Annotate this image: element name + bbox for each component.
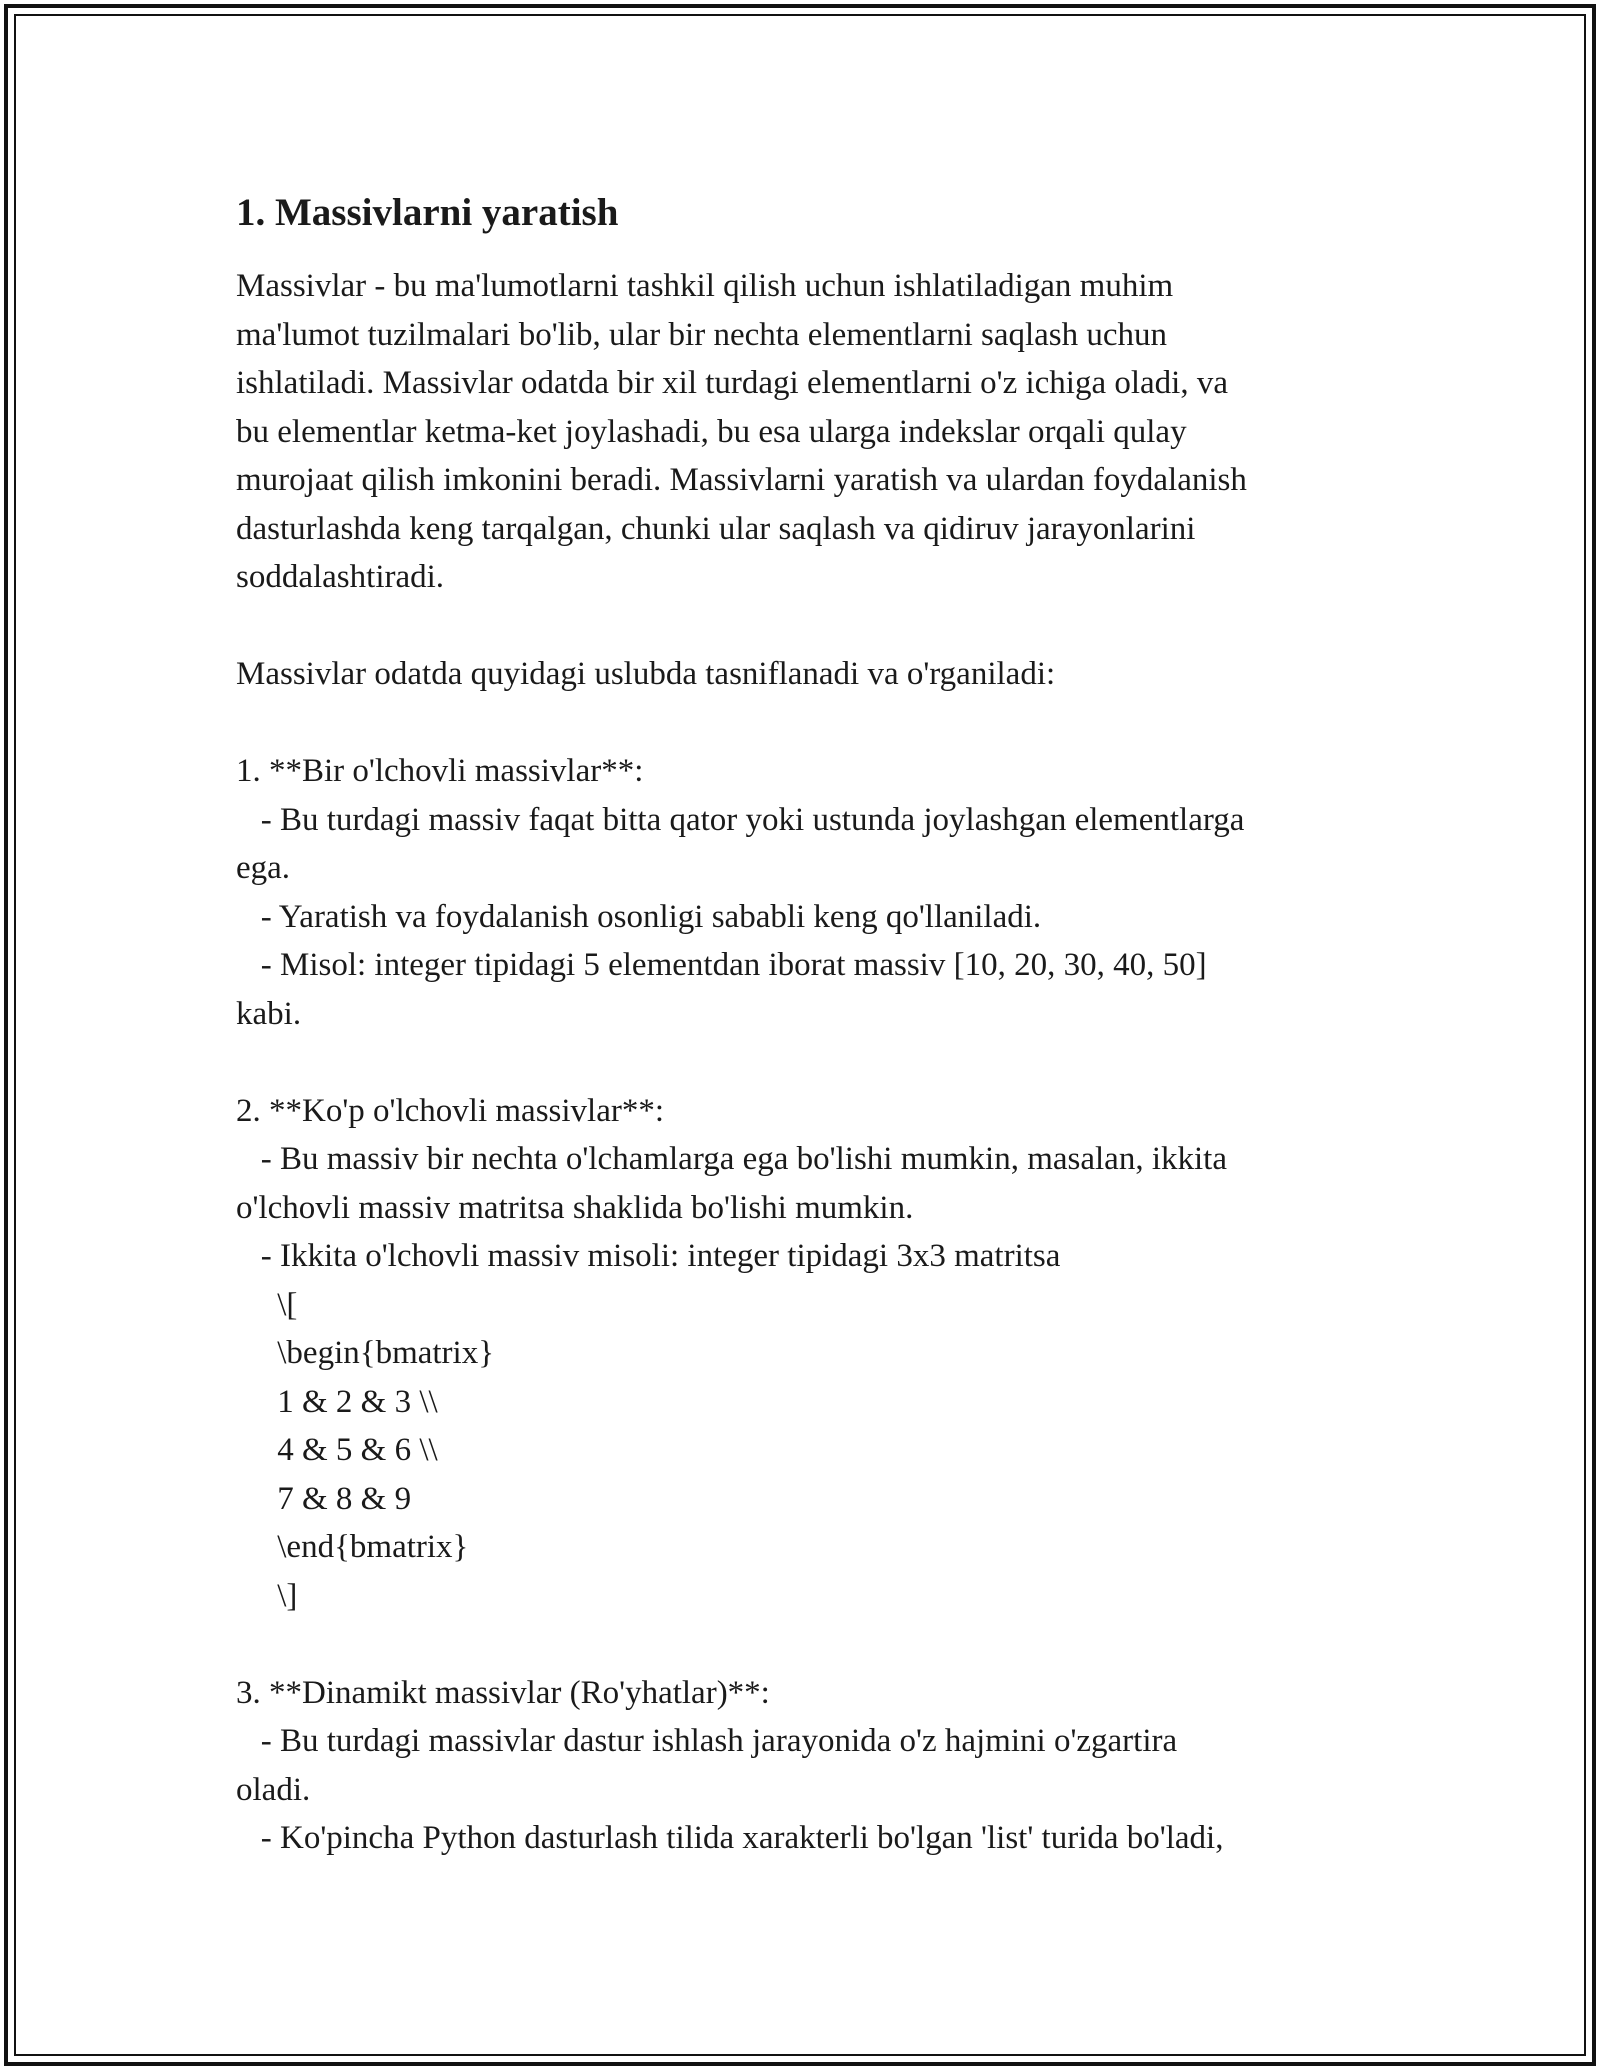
intro-line: bu elementlar ketma-ket joylashadi, bu esa ularga indekslar orqali qulay <box>236 413 1187 450</box>
section-line: oladi. <box>236 1771 311 1808</box>
section-line: ega. <box>236 850 291 886</box>
intro-line: ma'lumot tuzilmalari bo'lib, ular bir nechta elementlarni saqlash uchun <box>236 316 1168 353</box>
section-one-dimensional <box>236 747 1376 1038</box>
section-title: 3. **Dinamikt massivlar (Ro'yhatlar)**: <box>236 1674 770 1711</box>
blank-line <box>236 699 1376 748</box>
section-line: - Bu turdagi massivlar dastur ishlash jarayonida o'z hajmini o'zgartira <box>236 1723 1178 1759</box>
matrix-line: 1 & 2 & 3 \\ <box>236 1383 438 1420</box>
section-line: - Ikkita o'lchovli massiv misoli: integer tipidagi 3x3 matritsa <box>236 1238 1061 1274</box>
document-page <box>236 186 1376 1863</box>
matrix-line: \end{bmatrix} <box>236 1529 469 1565</box>
section-line: - Ko'pincha Python dasturlash tilida xarakterli bo'lgan 'list' turida bo'ladi, <box>236 1820 1224 1856</box>
matrix-line: 4 & 5 & 6 \\ <box>236 1432 438 1468</box>
intro-line: murojaat qilish imkonini beradi. Massivlarni yaratish va ulardan foydalanish <box>236 462 1247 498</box>
blank-line <box>236 1038 1376 1087</box>
section-dynamic <box>236 1669 1376 1863</box>
matrix-line: \[ <box>236 1286 298 1323</box>
section-line: o'lchovli massiv matritsa shaklida bo'lishi mumkin. <box>236 1189 914 1226</box>
section-title: 2. **Ko'p o'lchovli massivlar**: <box>236 1092 665 1129</box>
classification-intro: Massivlar odatda quyidagi uslubda tasniflanadi va o'rganiladi: <box>236 656 1056 692</box>
matrix-line: 7 & 8 & 9 <box>236 1480 412 1517</box>
section-line: kabi. <box>236 995 302 1032</box>
blank-line <box>236 1620 1376 1669</box>
section-title: 1. **Bir o'lchovli massivlar**: <box>236 753 644 789</box>
intro-line: soddalashtiradi. <box>236 559 445 595</box>
intro-paragraph <box>236 262 1376 602</box>
matrix-line: \] <box>236 1577 298 1614</box>
matrix-line: \begin{bmatrix} <box>236 1335 495 1371</box>
section-line: - Yaratish va foydalanish osonligi sababli keng qo'llaniladi. <box>236 898 1042 935</box>
section-line: - Misol: integer tipidagi 5 elementdan iborat massiv [10, 20, 30, 40, 50] <box>236 947 1207 983</box>
intro-line: dasturlashda keng tarqalgan, chunki ular saqlash va qidiruv jarayonlarini <box>236 510 1196 547</box>
section-multi-dimensional <box>236 1087 1376 1621</box>
section-heading: 1. Massivlarni yaratish <box>236 191 619 234</box>
intro-line: ishlatiladi. Massivlar odatda bir xil turdagi elementlarni o'z ichiga oladi, va <box>236 365 1228 401</box>
section-line: - Bu turdagi massiv faqat bitta qator yoki ustunda joylashgan elementlarga <box>236 801 1245 838</box>
section-line: - Bu massiv bir nechta o'lchamlarga ega bo'lishi mumkin, masalan, ikkita <box>236 1141 1227 1177</box>
intro-line: Massivlar - bu ma'lumotlarni tashkil qilish uchun ishlatiladigan muhim <box>236 268 1174 304</box>
blank-line <box>236 602 1376 651</box>
